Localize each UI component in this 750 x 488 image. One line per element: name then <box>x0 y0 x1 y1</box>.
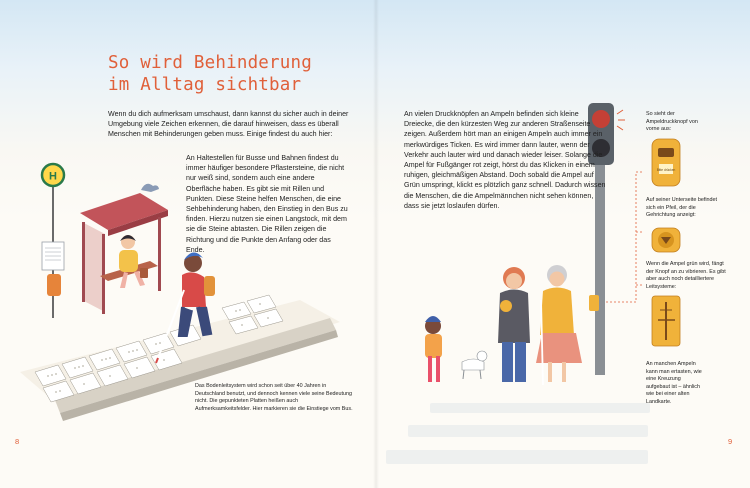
waiting-child <box>119 235 148 288</box>
caption-button-underside: Auf seiner Unterseite befindet sich ein Pfeil, der die Gehrichtung anzeigt: <box>646 197 718 219</box>
bus-shelter <box>80 184 168 314</box>
intro-paragraph: Wenn du dich aufmerksam umschaust, dann kannst du sicher auch in deiner Umgebung viele Zeichen erkennen, die darauf hinweisen, dass es überall Menschen mit Behinderungen geben muss. Einige findest du auch hier: <box>108 110 349 139</box>
caption-tactile-map: An manchen Ampeln kann man ertasten, wie eine Kreuzung aufgebaut ist – ähnlich wie bei einer alten Landkarte. <box>646 361 702 405</box>
pedestrian-group <box>425 265 582 385</box>
traffic-light-text <box>404 109 608 211</box>
callout-lines <box>606 172 644 302</box>
title-line-1: So wird Behinderung <box>108 53 312 73</box>
crosswalk <box>386 403 650 464</box>
push-button-underside <box>652 228 680 252</box>
page-number-right: 9 <box>728 437 733 446</box>
bus-stop-paragraph: An Haltestellen für Busse und Bahnen findest du immer häufiger besondere Pflastersteine, die nicht nur weiß sind, sondern auch eine andere Oberfläche haben. Es gibt sie mit Rillen und Punkten. Diese Steine helfen Menschen, die eine Sehbehinderung haben, den Einstieg in den Bus zu finden. Hierzu nutzen sie einen Langstock, mit dem sie die Steine abtasten. Die Rillen zeigen die Richtung und die Punkte den Anfang oder das Ende. <box>186 154 348 254</box>
traffic-light-paragraph: An vielen Druckknöpfen an Ampeln befinden sich kleine Dreiecke, die den kürzesten Weg zur anderen Straßenseite zeigen. Außerdem hört man an einigen Ampeln auch immer ein merkwürdiges Ticken. Es wird immer dann lauter, wenn der Verkehr auch lauter wird und danach wieder leiser. Solange die Ampel für Fußgänger rot zeigt, hörst du das Klicken in einem ruhigen, gleichmäßigen Abstand. Doch sobald die Ampel auf Grün umspringt, klickt es plötzlich ganz schnell. Dadurch wissen die Menschen, die die Ampelmännchen nicht sehen können, dass sie jetzt loslaufen dürfen. <box>404 110 606 210</box>
bus-stop-letter: H <box>49 170 57 183</box>
caption-button-front: So sieht der Ampeldruckknopf von vorne aus: <box>646 111 698 133</box>
caption-vibration: Wenn die Ampel grün wird, fängt der Knopf an zu vibrieren. Es gibt aber auch noch detailliertere Leitsysteme: <box>646 261 726 290</box>
push-button-label: Bitte drücken <box>656 168 676 172</box>
push-button-front <box>652 139 680 186</box>
title-line-2: im Alltag sichtbar <box>108 75 302 95</box>
intro-text <box>108 109 356 140</box>
page-title <box>108 52 312 96</box>
tactile-map-button <box>652 296 680 346</box>
bus-stop-sign <box>42 164 64 318</box>
page-number-left: 8 <box>15 437 20 446</box>
bus-stop-text <box>186 153 348 255</box>
paving-caption: Das Bodenleitsystem wird schon seit über 40 Jahren in Deutschland benutzt, und dennoch kennen viele seine Bedeutung nicht. Die gepunkteten Platten heißen auch Aufmerksamkeitsfelder. Hier markieren sie die Einstiege vom Bus. <box>195 383 353 412</box>
